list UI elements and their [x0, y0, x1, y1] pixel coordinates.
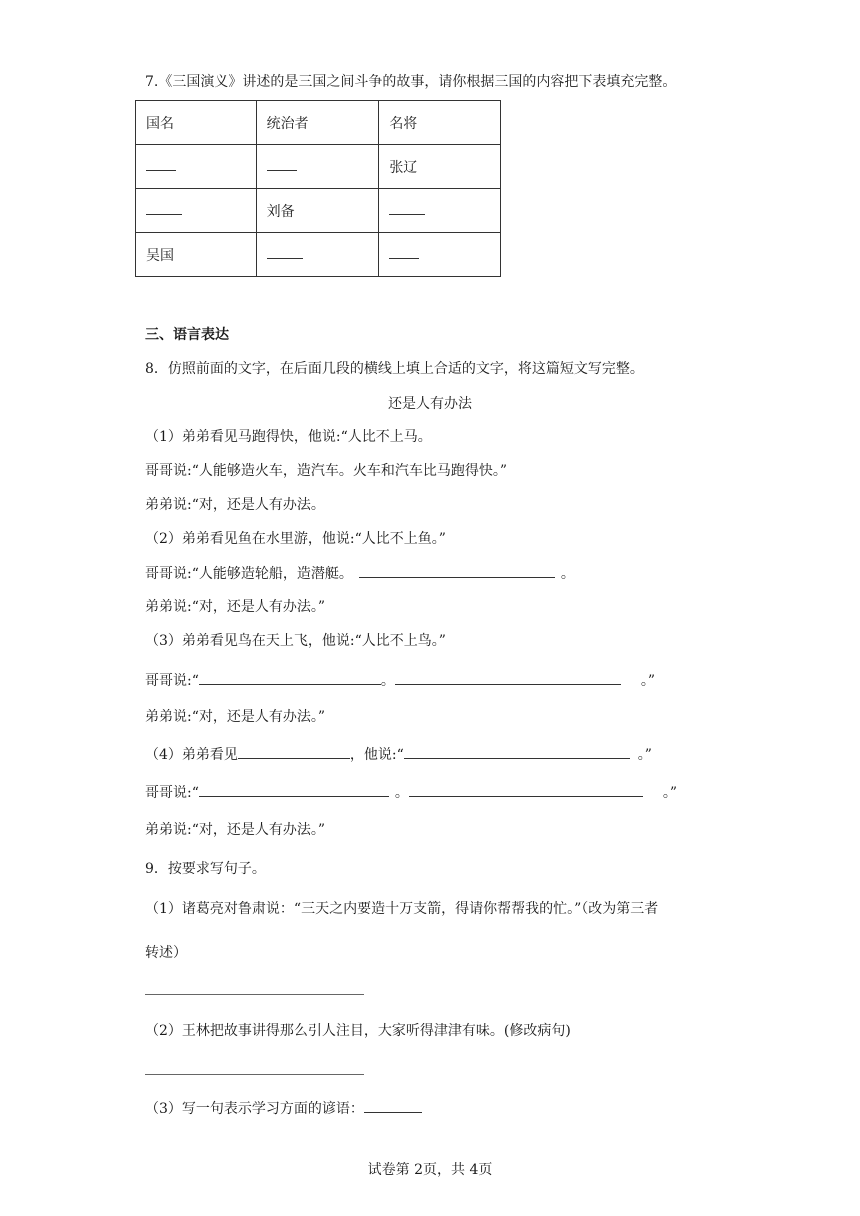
table-row [136, 233, 501, 277]
essay-text: 。 [380, 673, 395, 689]
page-footer: 试卷第 2页，共 4页 [367, 1162, 493, 1178]
essay-text: 。” [662, 785, 678, 801]
q9-sentence-3-text: （3）写一句表示学习方面的谚语： [145, 1101, 364, 1117]
fill-blank[interactable] [364, 1098, 422, 1113]
table-cell-blank[interactable] [379, 233, 501, 277]
essay-text: 。 [394, 785, 409, 801]
essay-text: 。” [637, 747, 652, 763]
essay-line [145, 744, 652, 765]
table-header-cell: 统治者 [256, 101, 379, 145]
fill-blank[interactable] [404, 744, 630, 759]
essay-line: （3）弟弟看见鸟在天上飞，他说:“人比不上鸟。” [145, 633, 446, 649]
fill-blank[interactable] [146, 202, 182, 215]
q9-sentence-1: （1）诸葛亮对鲁肃说：“三天之内要造十万支箭，得请你帮帮我的忙。”（改为第三者 [145, 901, 659, 917]
table-cell: 吴国 [136, 233, 257, 277]
table-cell-blank[interactable] [136, 145, 257, 189]
q9-sentence-3 [145, 1098, 422, 1119]
essay-line: 弟弟说:“对，还是人有办法。” [145, 599, 326, 615]
answer-line[interactable] [145, 994, 364, 995]
essay-line [145, 670, 655, 691]
table-row [136, 101, 501, 145]
table-cell-blank[interactable] [379, 189, 501, 233]
essay-line: 弟弟说:“对，还是人有办法。” [145, 822, 326, 838]
fill-blank[interactable] [409, 782, 643, 797]
essay-text: 哥哥说:“人能够造轮船，造潜艇。 [145, 566, 353, 582]
section-title: 三、语言表达 [145, 327, 229, 343]
essay-text: 。 [560, 566, 575, 582]
table-cell-blank[interactable] [256, 233, 379, 277]
essay-line: （2）弟弟看见鱼在水里游，他说:“人比不上鱼。” [145, 531, 446, 547]
fill-blank[interactable] [199, 670, 381, 685]
essay-line: 哥哥说:“人能够造火车，造汽车。火车和汽车比马跑得快。” [145, 463, 508, 479]
table-cell-blank[interactable] [136, 189, 257, 233]
essay-text: 哥哥说:“ [145, 785, 199, 801]
essay-text: 。” [640, 673, 656, 689]
fill-blank[interactable] [267, 158, 297, 171]
q9-prompt: 9．按要求写句子。 [145, 861, 266, 877]
table-header-cell: 国名 [136, 101, 257, 145]
table-row [136, 189, 501, 233]
fill-blank[interactable] [238, 744, 350, 759]
fill-blank[interactable] [267, 246, 303, 259]
three-kingdoms-table [135, 100, 501, 277]
table-cell: 刘备 [256, 189, 379, 233]
essay-line [145, 782, 677, 803]
q9-sentence-2: （2）王林把故事讲得那么引人注目，大家听得津津有味。(修改病句) [145, 1023, 571, 1039]
fill-blank[interactable] [395, 670, 621, 685]
table-row [136, 145, 501, 189]
fill-blank[interactable] [146, 158, 176, 171]
essay-title: 还是人有办法 [388, 396, 472, 412]
essay-text: ，他说:“ [349, 747, 404, 763]
essay-line: 弟弟说:“对，还是人有办法。 [145, 497, 325, 513]
answer-line[interactable] [145, 1074, 364, 1075]
table-cell: 张辽 [379, 145, 501, 189]
fill-blank[interactable] [359, 563, 555, 578]
q9-sentence-1-cont: 转述） [145, 945, 187, 961]
table-header-cell: 名将 [379, 101, 501, 145]
fill-blank[interactable] [199, 782, 389, 797]
fill-blank[interactable] [389, 246, 419, 259]
essay-line: 弟弟说:“对，还是人有办法。” [145, 709, 326, 725]
q7-prompt: 7.《三国演义》讲述的是三国之间斗争的故事，请你根据三国的内容把下表填充完整。 [145, 74, 677, 90]
table-cell-blank[interactable] [256, 145, 379, 189]
q8-prompt: 8．仿照前面的文字，在后面几段的横线上填上合适的文字，将这篇短文写完整。 [145, 361, 644, 377]
fill-blank[interactable] [389, 202, 425, 215]
essay-line [145, 563, 575, 584]
essay-text: 哥哥说:“ [145, 673, 199, 689]
essay-text: （4）弟弟看见 [145, 747, 238, 763]
essay-line: （1）弟弟看见马跑得快，他说:“人比不上马。 [145, 429, 432, 445]
